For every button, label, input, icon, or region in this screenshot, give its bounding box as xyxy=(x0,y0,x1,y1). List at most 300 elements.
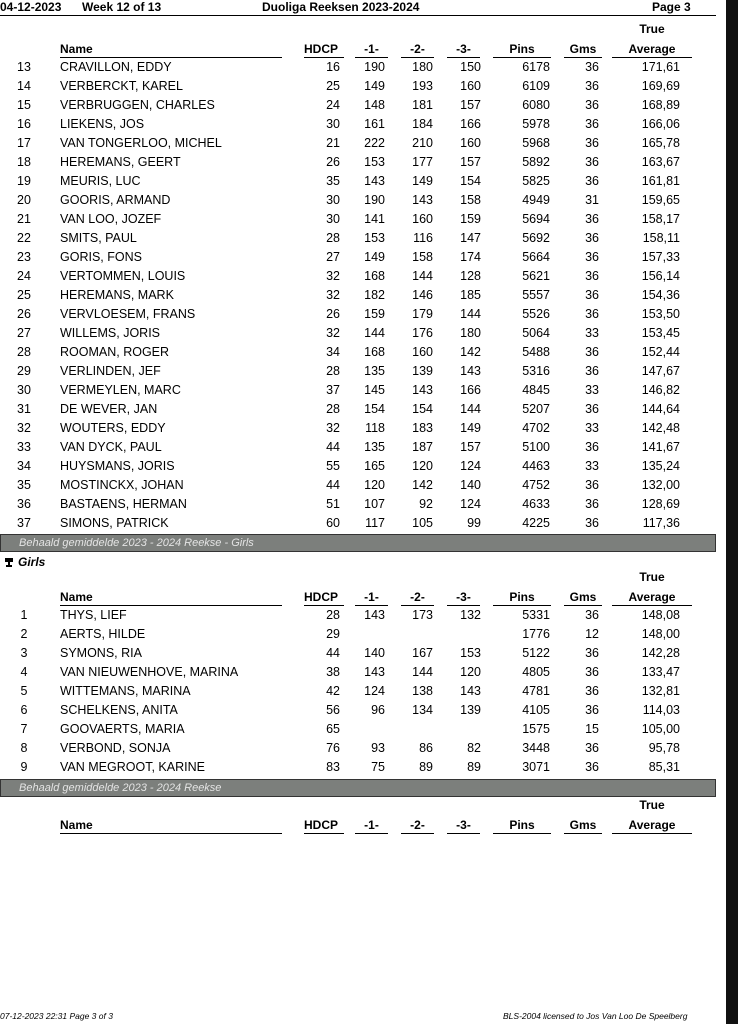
report-title: Duoliga Reeksen 2023-2024 xyxy=(262,0,420,14)
average-cell: 132,00 xyxy=(641,478,680,492)
games-cell: 33 xyxy=(585,383,599,397)
pins-cell: 5692 xyxy=(522,231,550,245)
pins-cell: 4633 xyxy=(522,497,550,511)
average-cell: 171,61 xyxy=(641,60,680,74)
game3-cell: 166 xyxy=(460,117,481,131)
hdcp-cell: 34 xyxy=(326,345,340,359)
pins-cell: 5892 xyxy=(522,155,550,169)
hdcp-cell: 26 xyxy=(326,155,340,169)
average-cell: 146,82 xyxy=(641,383,680,397)
hdcp-cell: 44 xyxy=(326,646,340,660)
col-game2: -2- xyxy=(401,42,434,58)
pins-cell: 4463 xyxy=(522,459,550,473)
pins-cell: 6109 xyxy=(522,79,550,93)
game3-cell: 142 xyxy=(460,345,481,359)
col-game3: -3- xyxy=(447,818,480,834)
hdcp-cell: 42 xyxy=(326,684,340,698)
scan-edge xyxy=(726,0,738,1024)
game1-cell: 143 xyxy=(364,665,385,679)
pins-cell: 5488 xyxy=(522,345,550,359)
table-row xyxy=(0,305,716,324)
average-cell: 168,89 xyxy=(641,98,680,112)
games-cell: 36 xyxy=(585,117,599,131)
name-cell: HEREMANS, GEERT xyxy=(60,155,181,169)
rank-cell: 30 xyxy=(17,383,31,397)
game1-cell: 145 xyxy=(364,383,385,397)
hdcp-cell: 16 xyxy=(326,60,340,74)
name-cell: WILLEMS, JORIS xyxy=(60,326,161,340)
table-row xyxy=(0,134,716,153)
games-cell: 36 xyxy=(585,684,599,698)
table-row xyxy=(0,682,716,701)
rank-cell: 23 xyxy=(17,250,31,264)
game3-cell: 139 xyxy=(460,703,481,717)
rank-cell: 20 xyxy=(17,193,31,207)
game3-cell: 89 xyxy=(467,760,481,774)
col-gms: Gms xyxy=(564,590,602,606)
games-cell: 36 xyxy=(585,608,599,622)
pins-cell: 4845 xyxy=(522,383,550,397)
col-game2: -2- xyxy=(401,590,434,606)
table-row xyxy=(0,663,716,682)
pins-cell: 3071 xyxy=(522,760,550,774)
hdcp-cell: 21 xyxy=(326,136,340,150)
col-true: True xyxy=(639,798,665,812)
col-average: Average xyxy=(612,818,692,834)
game1-cell: 168 xyxy=(364,345,385,359)
game1-cell: 141 xyxy=(364,212,385,226)
game1-cell: 96 xyxy=(371,703,385,717)
table-row xyxy=(0,606,716,625)
table-row xyxy=(0,400,716,419)
game1-cell: 165 xyxy=(364,459,385,473)
hdcp-cell: 28 xyxy=(326,231,340,245)
hdcp-cell: 56 xyxy=(326,703,340,717)
game2-cell: 160 xyxy=(412,345,433,359)
pins-cell: 5694 xyxy=(522,212,550,226)
rank-cell: 22 xyxy=(17,231,31,245)
games-cell: 36 xyxy=(585,212,599,226)
pins-cell: 5978 xyxy=(522,117,550,131)
name-cell: SYMONS, RIA xyxy=(60,646,142,660)
game2-cell: 160 xyxy=(412,212,433,226)
col-gms: Gms xyxy=(564,818,602,834)
game2-cell: 92 xyxy=(419,497,433,511)
pins-cell: 1776 xyxy=(522,627,550,641)
report-date: 04-12-2023 xyxy=(0,0,62,14)
hdcp-cell: 37 xyxy=(326,383,340,397)
average-cell: 105,00 xyxy=(641,722,680,736)
games-cell: 36 xyxy=(585,741,599,755)
games-cell: 36 xyxy=(585,516,599,530)
game2-cell: 167 xyxy=(412,646,433,660)
rank-cell: 5 xyxy=(20,684,28,698)
col-pins: Pins xyxy=(493,42,551,58)
games-cell: 36 xyxy=(585,364,599,378)
game1-cell: 153 xyxy=(364,155,385,169)
hdcp-cell: 76 xyxy=(326,741,340,755)
page-number: Page 3 xyxy=(652,0,691,14)
table-row xyxy=(0,514,716,533)
pins-cell: 6080 xyxy=(522,98,550,112)
trophy-icon xyxy=(4,557,14,567)
hdcp-cell: 29 xyxy=(326,627,340,641)
game2-cell: 138 xyxy=(412,684,433,698)
average-cell: 141,67 xyxy=(641,440,680,454)
rank-cell: 13 xyxy=(17,60,31,74)
hdcp-cell: 55 xyxy=(326,459,340,473)
games-cell: 36 xyxy=(585,703,599,717)
col-game3: -3- xyxy=(447,42,480,58)
games-cell: 36 xyxy=(585,440,599,454)
game1-cell: 154 xyxy=(364,402,385,416)
page-header xyxy=(0,0,716,13)
average-cell: 133,47 xyxy=(641,665,680,679)
section-bar-girls-label: Behaald gemiddelde 2023 - 2024 Reekse - Girls xyxy=(19,537,254,549)
pins-cell: 5207 xyxy=(522,402,550,416)
average-cell: 148,08 xyxy=(641,608,680,622)
rank-cell: 18 xyxy=(17,155,31,169)
game2-cell: 143 xyxy=(412,193,433,207)
games-cell: 36 xyxy=(585,497,599,511)
hdcp-cell: 27 xyxy=(326,250,340,264)
game3-cell: 82 xyxy=(467,741,481,755)
games-cell: 36 xyxy=(585,478,599,492)
game2-cell: 120 xyxy=(412,459,433,473)
rank-cell: 7 xyxy=(20,722,28,736)
col-true: True xyxy=(639,570,665,584)
col-average: Average xyxy=(612,42,692,58)
name-cell: VERBOND, SONJA xyxy=(60,741,171,755)
hdcp-cell: 32 xyxy=(326,288,340,302)
pins-cell: 5968 xyxy=(522,136,550,150)
game2-cell: 179 xyxy=(412,307,433,321)
col-game1: -1- xyxy=(355,590,388,606)
pins-cell: 4702 xyxy=(522,421,550,435)
name-cell: BASTAENS, HERMAN xyxy=(60,497,187,511)
game1-cell: 148 xyxy=(364,98,385,112)
name-cell: VERMEYLEN, MARC xyxy=(60,383,181,397)
hdcp-cell: 25 xyxy=(326,79,340,93)
average-cell: 142,48 xyxy=(641,421,680,435)
game1-cell: 135 xyxy=(364,440,385,454)
game3-cell: 147 xyxy=(460,231,481,245)
pins-cell: 3448 xyxy=(522,741,550,755)
table-row xyxy=(0,77,716,96)
rank-cell: 24 xyxy=(17,269,31,283)
rank-cell: 19 xyxy=(17,174,31,188)
average-cell: 169,69 xyxy=(641,79,680,93)
game3-cell: 157 xyxy=(460,440,481,454)
average-cell: 117,36 xyxy=(642,516,680,530)
col-name: Name xyxy=(60,818,282,834)
header-rule xyxy=(0,15,716,16)
games-cell: 36 xyxy=(585,288,599,302)
games-cell: 36 xyxy=(585,646,599,660)
game3-cell: 128 xyxy=(460,269,481,283)
table-row xyxy=(0,720,716,739)
pins-cell: 4105 xyxy=(522,703,550,717)
name-cell: LIEKENS, JOS xyxy=(60,117,145,131)
rank-cell: 6 xyxy=(20,703,28,717)
table-row xyxy=(0,343,716,362)
name-cell: AERTS, HILDE xyxy=(60,627,146,641)
game1-cell: 144 xyxy=(364,326,385,340)
girls-section-title xyxy=(4,555,45,569)
hdcp-cell: 28 xyxy=(326,608,340,622)
column-header-men xyxy=(0,22,716,58)
game1-cell: 182 xyxy=(364,288,385,302)
hdcp-cell: 28 xyxy=(326,364,340,378)
average-cell: 159,65 xyxy=(641,193,680,207)
pins-cell: 5664 xyxy=(522,250,550,264)
table-row xyxy=(0,457,716,476)
game2-cell: 144 xyxy=(412,269,433,283)
rank-cell: 35 xyxy=(17,478,31,492)
table-row xyxy=(0,324,716,343)
pins-cell: 5064 xyxy=(522,326,550,340)
game2-cell: 193 xyxy=(412,79,433,93)
game2-cell: 144 xyxy=(412,665,433,679)
hdcp-cell: 32 xyxy=(326,421,340,435)
name-cell: VAN MEGROOT, KARINE xyxy=(60,760,205,774)
games-cell: 36 xyxy=(585,79,599,93)
hdcp-cell: 26 xyxy=(326,307,340,321)
game2-cell: 183 xyxy=(412,421,433,435)
game2-cell: 210 xyxy=(412,136,433,150)
col-hdcp: HDCP xyxy=(304,818,344,834)
table-row xyxy=(0,172,716,191)
game2-cell: 187 xyxy=(412,440,433,454)
average-cell: 166,06 xyxy=(641,117,680,131)
games-cell: 36 xyxy=(585,250,599,264)
game1-cell: 143 xyxy=(364,608,385,622)
games-cell: 36 xyxy=(585,760,599,774)
average-cell: 85,31 xyxy=(648,760,680,774)
rank-cell: 29 xyxy=(17,364,31,378)
name-cell: HUYSMANS, JORIS xyxy=(60,459,175,473)
table-row xyxy=(0,248,716,267)
table-row xyxy=(0,58,716,77)
col-hdcp: HDCP xyxy=(304,590,344,606)
table-row xyxy=(0,625,716,644)
col-game1: -1- xyxy=(355,42,388,58)
game3-cell: 174 xyxy=(460,250,481,264)
game2-cell: 149 xyxy=(412,174,433,188)
games-cell: 36 xyxy=(585,665,599,679)
name-cell: VERTOMMEN, LOUIS xyxy=(60,269,186,283)
average-cell: 165,78 xyxy=(641,136,680,150)
col-game1: -1- xyxy=(355,818,388,834)
pins-cell: 5557 xyxy=(522,288,550,302)
game2-cell: 158 xyxy=(412,250,433,264)
rank-cell: 34 xyxy=(17,459,31,473)
game2-cell: 134 xyxy=(412,703,433,717)
game3-cell: 150 xyxy=(460,60,481,74)
name-cell: VAN LOO, JOZEF xyxy=(60,212,162,226)
game3-cell: 132 xyxy=(460,608,481,622)
game3-cell: 185 xyxy=(460,288,481,302)
game3-cell: 149 xyxy=(460,421,481,435)
table-row xyxy=(0,495,716,514)
average-cell: 157,33 xyxy=(641,250,680,264)
game1-cell: 161 xyxy=(364,117,385,131)
game1-cell: 159 xyxy=(364,307,385,321)
name-cell: VAN DYCK, PAUL xyxy=(60,440,162,454)
hdcp-cell: 32 xyxy=(326,326,340,340)
pins-cell: 5825 xyxy=(522,174,550,188)
game2-cell: 177 xyxy=(412,155,433,169)
name-cell: VERVLOESEM, FRANS xyxy=(60,307,196,321)
game3-cell: 154 xyxy=(460,174,481,188)
game1-cell: 149 xyxy=(364,250,385,264)
hdcp-cell: 60 xyxy=(326,516,340,530)
average-cell: 161,81 xyxy=(641,174,680,188)
game2-cell: 154 xyxy=(412,402,433,416)
rank-cell: 9 xyxy=(20,760,28,774)
average-cell: 153,50 xyxy=(641,307,680,321)
pins-cell: 1575 xyxy=(522,722,550,736)
game1-cell: 140 xyxy=(364,646,385,660)
game1-cell: 149 xyxy=(364,79,385,93)
rank-cell: 31 xyxy=(17,402,31,416)
name-cell: ROOMAN, ROGER xyxy=(60,345,170,359)
name-cell: MOSTINCKX, JOHAN xyxy=(60,478,184,492)
game2-cell: 86 xyxy=(419,741,433,755)
average-cell: 158,11 xyxy=(642,231,680,245)
games-cell: 36 xyxy=(585,269,599,283)
game3-cell: 158 xyxy=(460,193,481,207)
games-cell: 36 xyxy=(585,307,599,321)
table-row xyxy=(0,381,716,400)
col-hdcp: HDCP xyxy=(304,42,344,58)
average-cell: 153,45 xyxy=(641,326,680,340)
game1-cell: 120 xyxy=(364,478,385,492)
pins-cell: 4752 xyxy=(522,478,550,492)
average-cell: 128,69 xyxy=(641,497,680,511)
girls-title-text: Girls xyxy=(18,555,46,569)
pins-cell: 4781 xyxy=(522,684,550,698)
pins-cell: 4805 xyxy=(522,665,550,679)
game3-cell: 166 xyxy=(460,383,481,397)
games-cell: 36 xyxy=(585,402,599,416)
game1-cell: 124 xyxy=(364,684,385,698)
name-cell: VERLINDEN, JEF xyxy=(60,364,161,378)
rank-cell: 25 xyxy=(17,288,31,302)
game1-cell: 168 xyxy=(364,269,385,283)
name-cell: CRAVILLON, EDDY xyxy=(60,60,172,74)
table-row xyxy=(0,701,716,720)
games-cell: 33 xyxy=(585,421,599,435)
rank-cell: 1 xyxy=(20,608,28,622)
games-cell: 36 xyxy=(585,231,599,245)
col-true: True xyxy=(639,22,665,36)
rank-cell: 8 xyxy=(20,741,28,755)
game1-cell: 143 xyxy=(364,174,385,188)
col-gms: Gms xyxy=(564,42,602,58)
table-row xyxy=(0,115,716,134)
rank-cell: 15 xyxy=(17,98,31,112)
table-row xyxy=(0,286,716,305)
game1-cell: 118 xyxy=(365,421,385,435)
week-label: Week 12 of 13 xyxy=(82,0,162,14)
game3-cell: 143 xyxy=(460,364,481,378)
rank-cell: 36 xyxy=(17,497,31,511)
table-row xyxy=(0,229,716,248)
games-cell: 36 xyxy=(585,98,599,112)
game2-cell: 173 xyxy=(412,608,433,622)
game2-cell: 143 xyxy=(412,383,433,397)
name-cell: VAN NIEUWENHOVE, MARINA xyxy=(60,665,239,679)
hdcp-cell: 30 xyxy=(326,117,340,131)
rank-cell: 2 xyxy=(20,627,28,641)
game3-cell: 180 xyxy=(460,326,481,340)
game3-cell: 160 xyxy=(460,136,481,150)
hdcp-cell: 30 xyxy=(326,212,340,226)
pins-cell: 5100 xyxy=(522,440,550,454)
hdcp-cell: 24 xyxy=(326,98,340,112)
rank-cell: 4 xyxy=(20,665,28,679)
average-cell: 156,14 xyxy=(641,269,680,283)
section-bar-reekse-label: Behaald gemiddelde 2023 - 2024 Reekse xyxy=(19,782,222,794)
col-average: Average xyxy=(612,590,692,606)
table-row xyxy=(0,476,716,495)
average-cell: 114,03 xyxy=(642,703,680,717)
game3-cell: 143 xyxy=(460,684,481,698)
table-row xyxy=(0,438,716,457)
pins-cell: 4949 xyxy=(522,193,550,207)
games-cell: 15 xyxy=(585,722,599,736)
name-cell: MEURIS, LUC xyxy=(60,174,141,188)
name-cell: THYS, LIEF xyxy=(60,608,127,622)
rank-cell: 26 xyxy=(17,307,31,321)
name-cell: GOOVAERTS, MARIA xyxy=(60,722,185,736)
game3-cell: 160 xyxy=(460,79,481,93)
name-cell: SIMONS, PATRICK xyxy=(60,516,169,530)
game2-cell: 181 xyxy=(412,98,433,112)
game2-cell: 89 xyxy=(419,760,433,774)
game1-cell: 75 xyxy=(371,760,385,774)
col-game3: -3- xyxy=(447,590,480,606)
average-cell: 132,81 xyxy=(641,684,680,698)
col-name: Name xyxy=(60,42,282,58)
pins-cell: 5122 xyxy=(522,646,550,660)
game2-cell: 116 xyxy=(413,231,433,245)
table-row xyxy=(0,644,716,663)
average-cell: 148,00 xyxy=(641,627,680,641)
name-cell: GOORIS, ARMAND xyxy=(60,193,171,207)
rank-cell: 27 xyxy=(17,326,31,340)
hdcp-cell: 83 xyxy=(326,760,340,774)
name-cell: VAN TONGERLOO, MICHEL xyxy=(60,136,222,150)
games-cell: 36 xyxy=(585,60,599,74)
games-cell: 36 xyxy=(585,174,599,188)
game1-cell: 135 xyxy=(364,364,385,378)
game2-cell: 176 xyxy=(412,326,433,340)
pins-cell: 5331 xyxy=(522,608,550,622)
rank-cell: 16 xyxy=(17,117,31,131)
column-header-reekse xyxy=(0,798,716,834)
rank-cell: 33 xyxy=(17,440,31,454)
col-pins: Pins xyxy=(493,590,551,606)
game3-cell: 144 xyxy=(460,402,481,416)
game1-cell: 107 xyxy=(364,497,385,511)
game3-cell: 153 xyxy=(460,646,481,660)
table-row xyxy=(0,210,716,229)
games-cell: 36 xyxy=(585,136,599,150)
rank-cell: 37 xyxy=(17,516,31,530)
games-cell: 12 xyxy=(585,627,599,641)
